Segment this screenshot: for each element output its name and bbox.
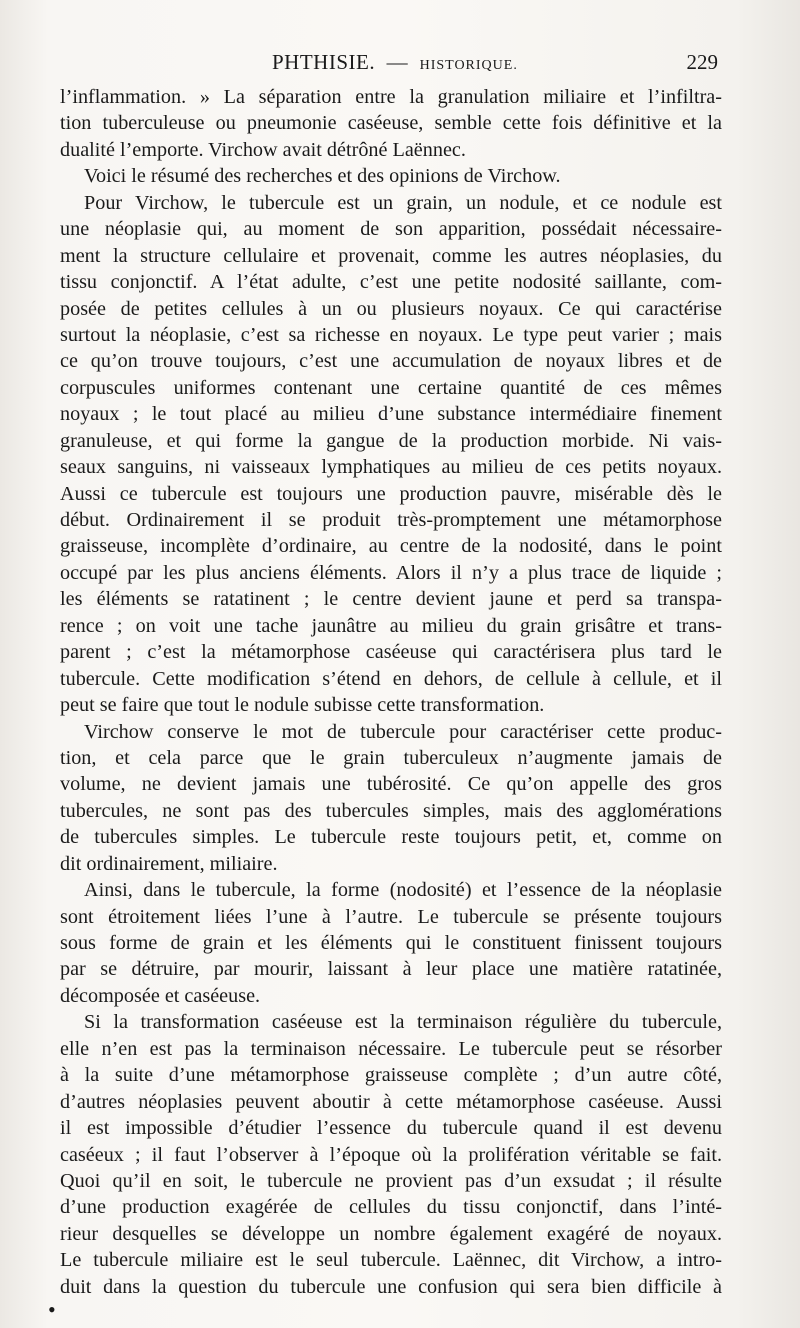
text-line: les éléments se ratatinent ; le centre devient jaune et perd sa transpa- [60,588,722,611]
text-line: tubercules, ne sont pas des tubercules simples, mais des agglomérations [60,799,722,822]
text-line: corpuscules uniformes contenant une certaine quantité de ces mêmes [60,376,722,399]
text-line: ment la structure cellulaire et provenait, comme les autres néoplasies, du [60,244,722,267]
page-header [60,46,720,76]
text-line: surtout la néoplasie, c’est sa richesse en noyaux. Le type peut varier ; mais [60,323,722,346]
text-line: Pour Virchow, le tubercule est un grain, un nodule, et ce nodule est [84,191,722,214]
text-line: sont étroitement liées l’une à l’autre. Le tubercule se présente toujours [60,905,722,928]
text-line: noyaux ; le tout placé au milieu d’une substance intermédiaire finement [60,403,722,426]
text-line: tissu conjonctif. A l’état adulte, c’est une petite nodosité saillante, com- [60,271,722,294]
text-line: Le tubercule miliaire est le seul tubercule. Laënnec, dit Virchow, a intro- [60,1249,722,1272]
text-line: par se détruire, par mourir, laissant à leur place une matière ratatinée, [60,958,722,981]
text-line: rence ; on voit une tache jaunâtre au milieu du grain grisâtre et trans- [60,614,722,637]
text-line: à la suite d’une métamorphose graisseuse complète ; d’un autre côté, [60,1064,722,1087]
text-line: Si la transformation caséeuse est la terminaison régulière du tubercule, [84,1011,722,1034]
text-line: parent ; c’est la métamorphose caséeuse qui caractérisera plus tard le [60,641,722,664]
text-line: d’une production exagérée de cellules du tissu conjonctif, dans l’inté- [60,1196,722,1219]
text-line: Ainsi, dans le tubercule, la forme (nodosité) et l’essence de la néoplasie [84,879,722,902]
page-number: 229 [686,50,718,74]
running-title-sub: HISTORIQUE. [419,58,518,73]
text-line: dit ordinairement, miliaire. [60,852,278,875]
margin-mark: • [48,1297,56,1322]
text-line: début. Ordinairement il se produit très-promptement une métamorphose [60,509,722,531]
text-line: décomposée et caséeuse. [60,984,261,1007]
text-line: rieur desquelles se développe un nombre également exagéré de noyaux. [60,1222,722,1245]
text-line: dualité l’emporte. Virchow avait détrôné Laënnec. [60,138,466,161]
text-line: Virchow conserve le mot de tubercule pour caractériser cette produc- [84,720,722,743]
text-line: l’inflammation. » La séparation entre la granulation miliaire et l’infiltra- [60,86,722,108]
text-line: Quoi qu’il en soit, le tubercule ne provient pas d’un exsudat ; il résulte [60,1169,722,1192]
text-line: il est impossible d’étudier l’essence du tubercule quand il est devenu [60,1117,722,1140]
text-line: volume, ne devient jamais une tubérosité. Ce qu’on appelle des gros [60,773,722,796]
text-line: de tubercules simples. Le tubercule reste toujours petit, et, comme on [60,826,722,849]
text-line: Aussi ce tubercule est toujours une production pauvre, misérable dès le [60,482,722,505]
text-line: posée de petites cellules à un ou plusieurs noyaux. Ce qui caractérise [60,297,722,320]
text-line: d’autres néoplasies peuvent aboutir à cette métamorphose caséeuse. Aussi [60,1090,722,1113]
text-line: caséeux ; il faut l’observer à l’époque où la prolifération véritable se fait. [60,1143,722,1166]
text-line: duit dans la question du tubercule une confusion qui sera bien difficile à [60,1275,722,1298]
text-line: sous forme de grain et les éléments qui le constituent finissent toujours [60,932,722,954]
text-line: tubercule. Cette modification s’étend en dehors, de cellule à cellule, et il [60,667,722,690]
text-line: graisseuse, incomplète d’ordinaire, au centre de la nodosité, dans le point [60,535,722,558]
text-line: seaux sanguins, ni vaisseaux lymphatiques au milieu de ces petits noyaux. [60,456,722,479]
text-line: peut se faire que tout le nodule subisse cette transformation. [60,694,545,717]
text-line: tion tuberculeuse ou pneumonie caséeuse, semble cette fois définitive et la [60,112,722,135]
body-text [48,84,722,1322]
running-title-dash: — [386,50,409,74]
text-line: elle n’en est pas la terminaison nécessaire. Le tubercule peut se résorber [60,1037,722,1060]
text-line: ce qu’on trouve toujours, c’est une accumulation de noyaux libres et de [60,350,722,373]
running-title-main: PHTHISIE. [272,50,376,74]
running-title [272,50,518,75]
text-line: une néoplasie qui, au moment de son apparition, possédait nécessaire- [60,218,722,241]
text-line: tion, et cela parce que le grain tuberculeux n’augmente jamais de [60,746,722,769]
text-line: granuleuse, et qui forme la gangue de la production morbide. Ni vais- [60,429,722,452]
text-line: occupé par les plus anciens éléments. Alors il n’y a plus trace de liquide ; [60,561,722,584]
text-line: Voici le résumé des recherches et des opinions de Virchow. [84,165,561,188]
